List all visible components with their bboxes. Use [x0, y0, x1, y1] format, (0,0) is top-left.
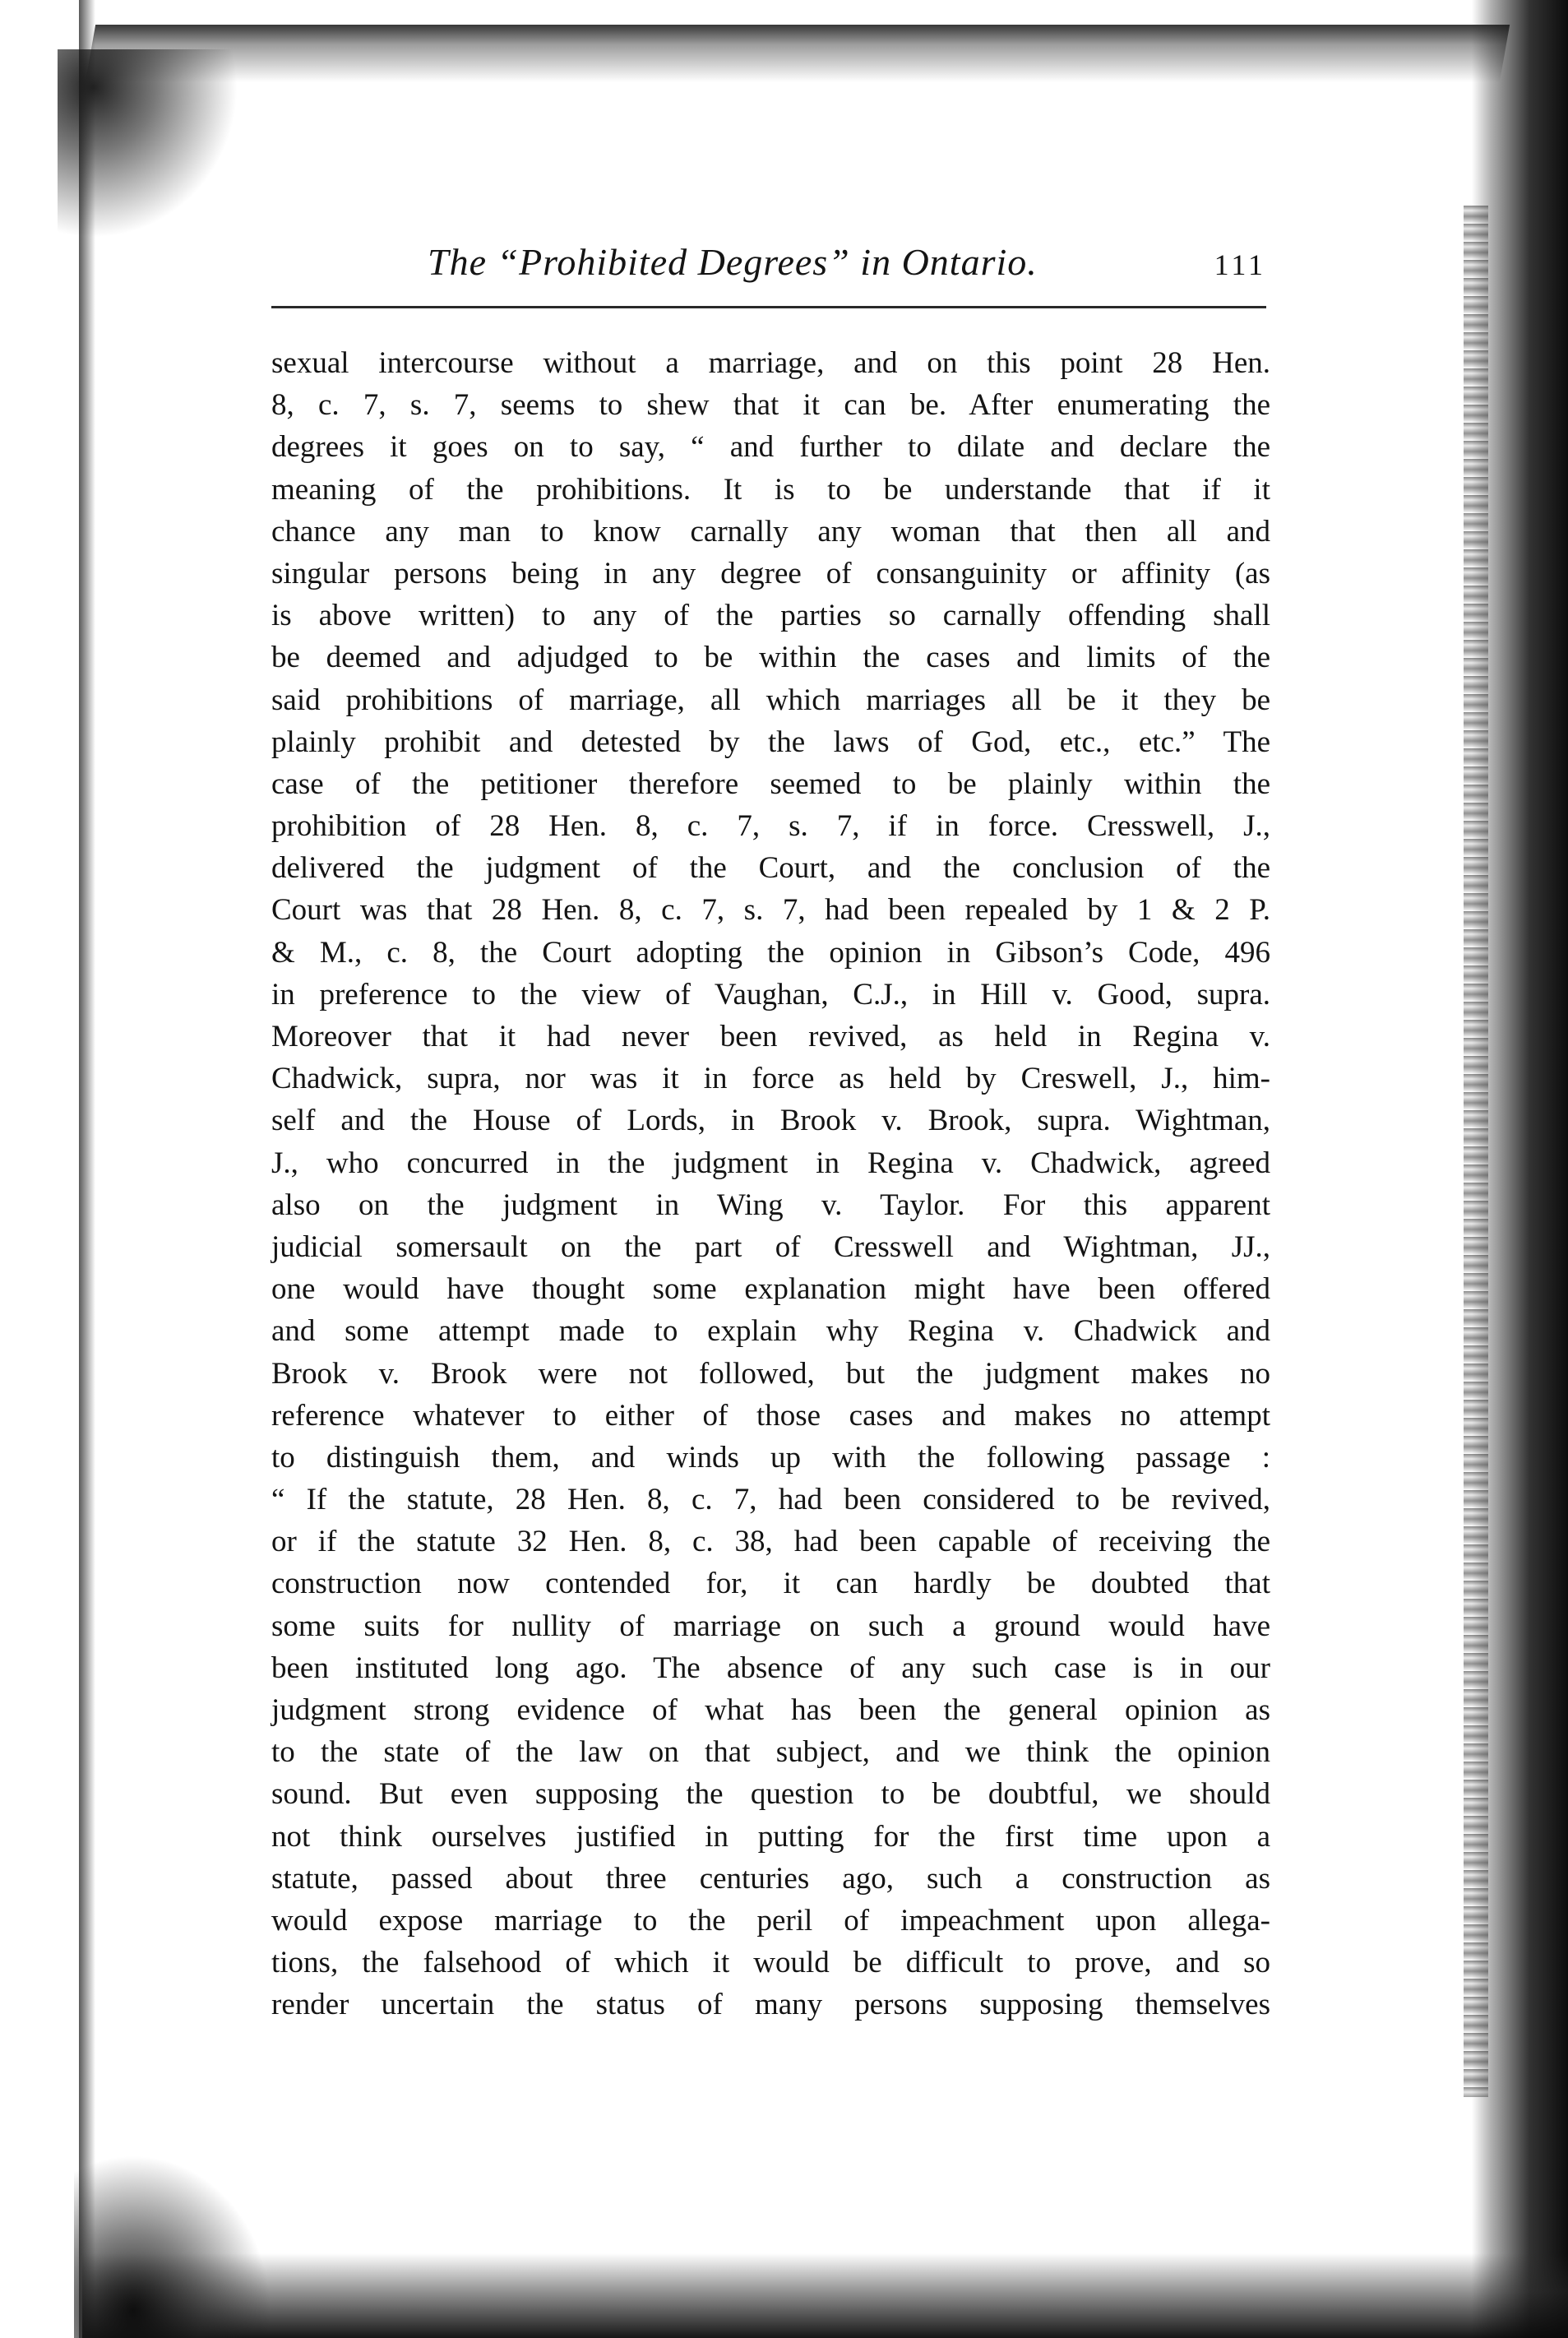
- text-line: judgment strong evidence of what has been the general opinion as: [271, 1693, 1270, 1727]
- text-line: to the state of the law on that subject, and we think the opinion: [271, 1735, 1270, 1770]
- text-line: Brook v. Brook were not followed, but the judgment makes no: [271, 1356, 1270, 1391]
- text-line: reference whatever to either of those cases and makes no attempt: [271, 1398, 1270, 1433]
- text-line: Moreover that it had never been revived, as held in Regina v.: [271, 1020, 1270, 1053]
- text-line: chance any man to know carnally any woman that then all and: [271, 514, 1270, 549]
- text-line: Court was that 28 Hen. 8, c. 7, s. 7, had been repealed by 1 & 2 P.: [271, 893, 1270, 928]
- text-line: and some attempt made to explain why Regina v. Chadwick and: [271, 1314, 1270, 1349]
- text-line: Chadwick, supra, nor was it in force as held by Creswell, J., him-: [271, 1062, 1270, 1096]
- text-line: be deemed and adjudged to be within the cases and limits of the: [271, 641, 1270, 675]
- text-line: tions, the falsehood of which it would be difficult to prove, and so: [271, 1946, 1270, 1980]
- text-line: self and the House of Lords, in Brook v. Brook, supra. Wightman,: [271, 1104, 1270, 1138]
- text-line: construction now contended for, it can hardly be doubted that: [271, 1567, 1270, 1601]
- text-line: render uncertain the status of many persons supposing themselves: [271, 1988, 1270, 2022]
- text-line: said prohibitions of marriage, all which marriages all be it they be: [271, 683, 1270, 717]
- text-line: 8, c. 7, s. 7, seems to shew that it can be. After enumerating the: [271, 388, 1270, 423]
- text-line: sexual intercourse without a marriage, and on this point 28 Hen.: [271, 346, 1270, 380]
- text-line: plainly prohibit and detested by the laws of God, etc., etc.” The: [271, 725, 1270, 759]
- text-line: not think ourselves justified in putting for the first time upon a: [271, 1819, 1270, 1854]
- text-line: would expose marriage to the peril of impeachment upon allega-: [271, 1903, 1270, 1938]
- text-line: been instituted long ago. The absence of any such case is in our: [271, 1650, 1270, 1685]
- page-number: 111: [1214, 248, 1266, 281]
- text-line: “ If the statute, 28 Hen. 8, c. 7, had been considered to be revived,: [271, 1483, 1270, 1517]
- text-line: & M., c. 8, the Court adopting the opinion in Gibson’s Code, 496: [271, 935, 1270, 970]
- text-line: singular persons being in any degree of consanguinity or affinity (as: [271, 556, 1270, 590]
- text-line: one would have thought some explanation might have been offered: [271, 1272, 1270, 1307]
- text-line: or if the statute 32 Hen. 8, c. 38, had been capable of receiving the: [271, 1525, 1270, 1559]
- text-line: sound. But even supposing the question to be doubtful, we should: [271, 1777, 1270, 1812]
- text-line: judicial somersault on the part of Cresswell and Wightman, JJ.,: [271, 1229, 1270, 1264]
- text-line: prohibition of 28 Hen. 8, c. 7, s. 7, if in force. Cresswell, J.,: [271, 809, 1270, 844]
- text-line: delivered the judgment of the Court, and the conclusion of the: [271, 851, 1270, 886]
- body-text: [271, 342, 1270, 2026]
- text-line: to distinguish them, and winds up with the following passage :: [271, 1440, 1270, 1475]
- header-rule: [271, 306, 1266, 308]
- text-line: statute, passed about three centuries ago, such a construction as: [271, 1861, 1270, 1896]
- text-line: J., who concurred in the judgment in Regina v. Chadwick, agreed: [271, 1146, 1270, 1180]
- text-line: case of the petitioner therefore seemed to be plainly within the: [271, 766, 1270, 801]
- text-line: in preference to the view of Vaughan, C.J., in Hill v. Good, supra.: [271, 977, 1270, 1012]
- text-line: some suits for nullity of marriage on such a ground would have: [271, 1609, 1270, 1643]
- running-title: The “Prohibited Degrees” in Ontario.: [428, 241, 1038, 283]
- text-line: also on the judgment in Wing v. Taylor. For this apparent: [271, 1188, 1270, 1222]
- text-line: degrees it goes on to say, “ and further to dilate and declare the: [271, 430, 1270, 465]
- text-line: is above written) to any of the parties so carnally offending shall: [271, 599, 1270, 633]
- running-head: [271, 240, 1266, 301]
- text-line: meaning of the prohibitions. It is to be understande that if it: [271, 472, 1270, 507]
